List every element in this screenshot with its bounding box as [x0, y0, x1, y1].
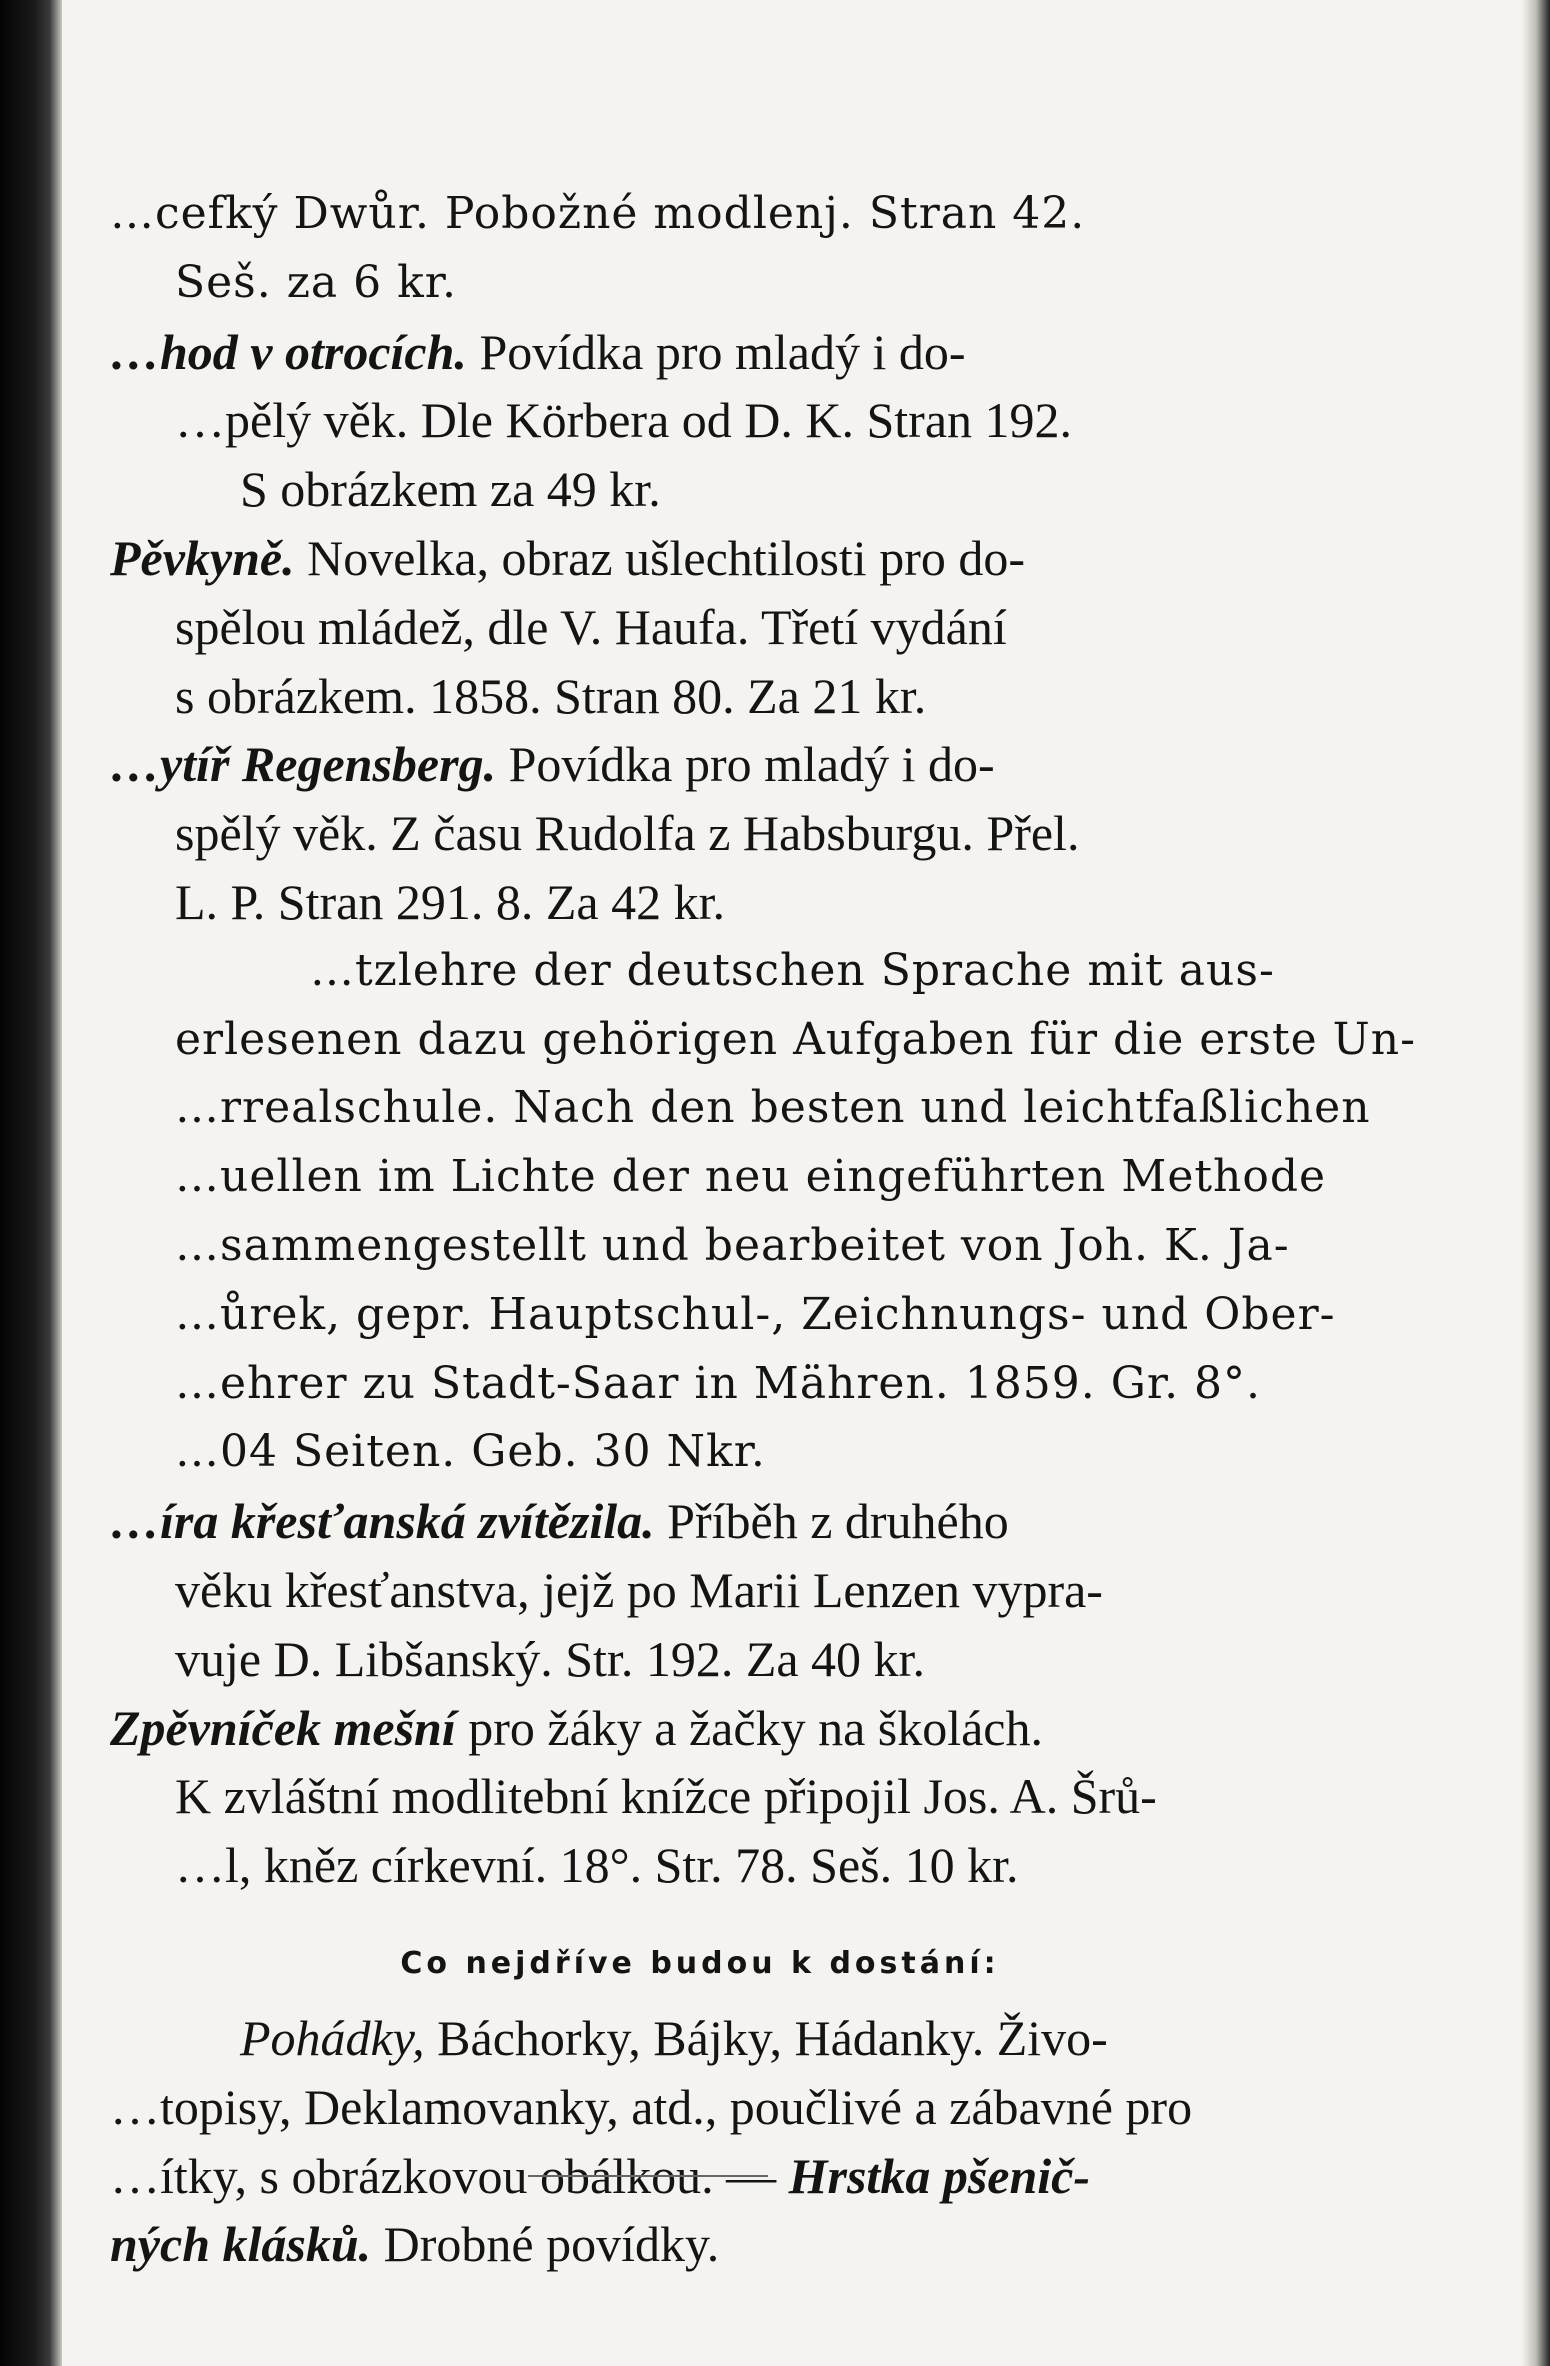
entry-line: S obrázkem za 49 kr.	[240, 461, 661, 518]
entry-line	[110, 318, 1290, 387]
entry-satzlehre	[110, 937, 1416, 1487]
entry-zpevnicek	[110, 1694, 1290, 1900]
entry-modlitby	[110, 180, 1290, 318]
entry-line: spělý věk. Z času Rudolfa z Habsburgu. Přel.	[175, 805, 1080, 862]
entry-line: …cefký Dwůr. Pobožné modlenj. Stran 42.	[110, 188, 1086, 239]
entry-text: Povídka pro mladý i do-	[496, 736, 995, 793]
entry-line: …uellen im Lichte der neu eingeführten Methode	[175, 1151, 1327, 1203]
end-rule	[528, 2175, 768, 2177]
entry-vira	[110, 1487, 1290, 1693]
entry-line: vuje D. Libšanský. Str. 192. Za 40 kr.	[175, 1630, 925, 1687]
entry-line	[110, 1487, 1290, 1556]
entry-line: s obrázkem. 1858. Stran 80. Za 21 kr.	[175, 667, 927, 724]
entry-line	[110, 2210, 1290, 2279]
entry-text: pro žáky a žačky na školách.	[455, 1699, 1043, 1756]
entry-text: …ítky, s obrázkovou obálkou. —	[110, 2147, 789, 2204]
entry-line	[110, 2004, 1290, 2073]
entry-regensberg	[110, 730, 1290, 936]
entry-text: Báchorky, Bájky, Hádanky. Živo-	[424, 2009, 1108, 2066]
entry-line: K zvláštní modlitební knížce připojil Jos. A. Šrů-	[175, 1768, 1157, 1825]
book-binding-shadow	[0, 0, 62, 2366]
entry-line: L. P. Stran 291. 8. Za 42 kr.	[175, 873, 725, 930]
entry-title: Pohádky,	[240, 2009, 425, 2066]
entry-line: …04 Seiten. Geb. 30 Nkr.	[175, 1426, 766, 1478]
entry-title: Pěvkyně.	[110, 529, 295, 586]
entry-line: …pělý věk. Dle Körbera od D. K. Stran 192.	[175, 392, 1073, 449]
entry-pevkyne	[110, 524, 1290, 730]
entry-title: Zpěvníček mešní	[110, 1699, 456, 1756]
entry-line: …rrealschule. Nach den besten und leichtfaßlichen	[175, 1082, 1371, 1134]
entry-line: …ehrer zu Stadt-Saar in Mähren. 1859. Gr. 8°.	[175, 1357, 1262, 1409]
entry-otrocich	[110, 318, 1290, 524]
section-heading: Co nejdříve budou k dostání:	[400, 1945, 1000, 1981]
entry-text: Příběh z druhého	[654, 1493, 1009, 1550]
entry-line: …sammengestellt und bearbeitet von Joh. K. Ja-	[175, 1219, 1290, 1271]
entry-line	[110, 524, 1290, 593]
entry-line: …ůrek, gepr. Hauptschul-, Zeichnungs- und Ober-	[175, 1288, 1336, 1340]
entry-text: Drobné povídky.	[371, 2216, 720, 2273]
entry-line: Seš. za 6 kr.	[175, 256, 457, 308]
entry-line: …tzlehre der deutschen Sprache mit aus-	[310, 944, 1275, 996]
entry-line: věku křesťanstva, jejž po Marii Lenzen vypra-	[175, 1561, 1103, 1618]
entry-title: …hod v otrocích.	[110, 323, 467, 380]
entry-text: Novelka, obraz ušlechtilosti pro do-	[294, 529, 1025, 586]
entry-title: Hrstka pšenič-	[788, 2147, 1091, 2204]
entry-text: Povídka pro mladý i do-	[466, 323, 966, 380]
entry-upcoming	[110, 2004, 1290, 2279]
entry-title: …íra křesťanská zvítězila.	[110, 1493, 655, 1550]
entry-line: erlesenen dazu gehörigen Aufgaben für die erste Un-	[175, 1013, 1416, 1065]
entry-line: …topisy, Deklamovanky, atd., poučlivé a zábavné pro	[110, 2078, 1193, 2135]
page-edge	[1522, 0, 1550, 2366]
entry-line: spělou mládež, dle V. Haufa. Třetí vydání	[175, 598, 1007, 655]
entry-title: …ytíř Regensberg.	[110, 736, 497, 793]
entry-line	[110, 730, 1290, 799]
advertisement-text	[110, 180, 1416, 2279]
entry-title: ných klásků.	[110, 2216, 372, 2273]
entry-line: …l, kněz církevní. 18°. Str. 78. Seš. 10 kr.	[175, 1837, 1019, 1894]
entry-line	[110, 1694, 1290, 1763]
